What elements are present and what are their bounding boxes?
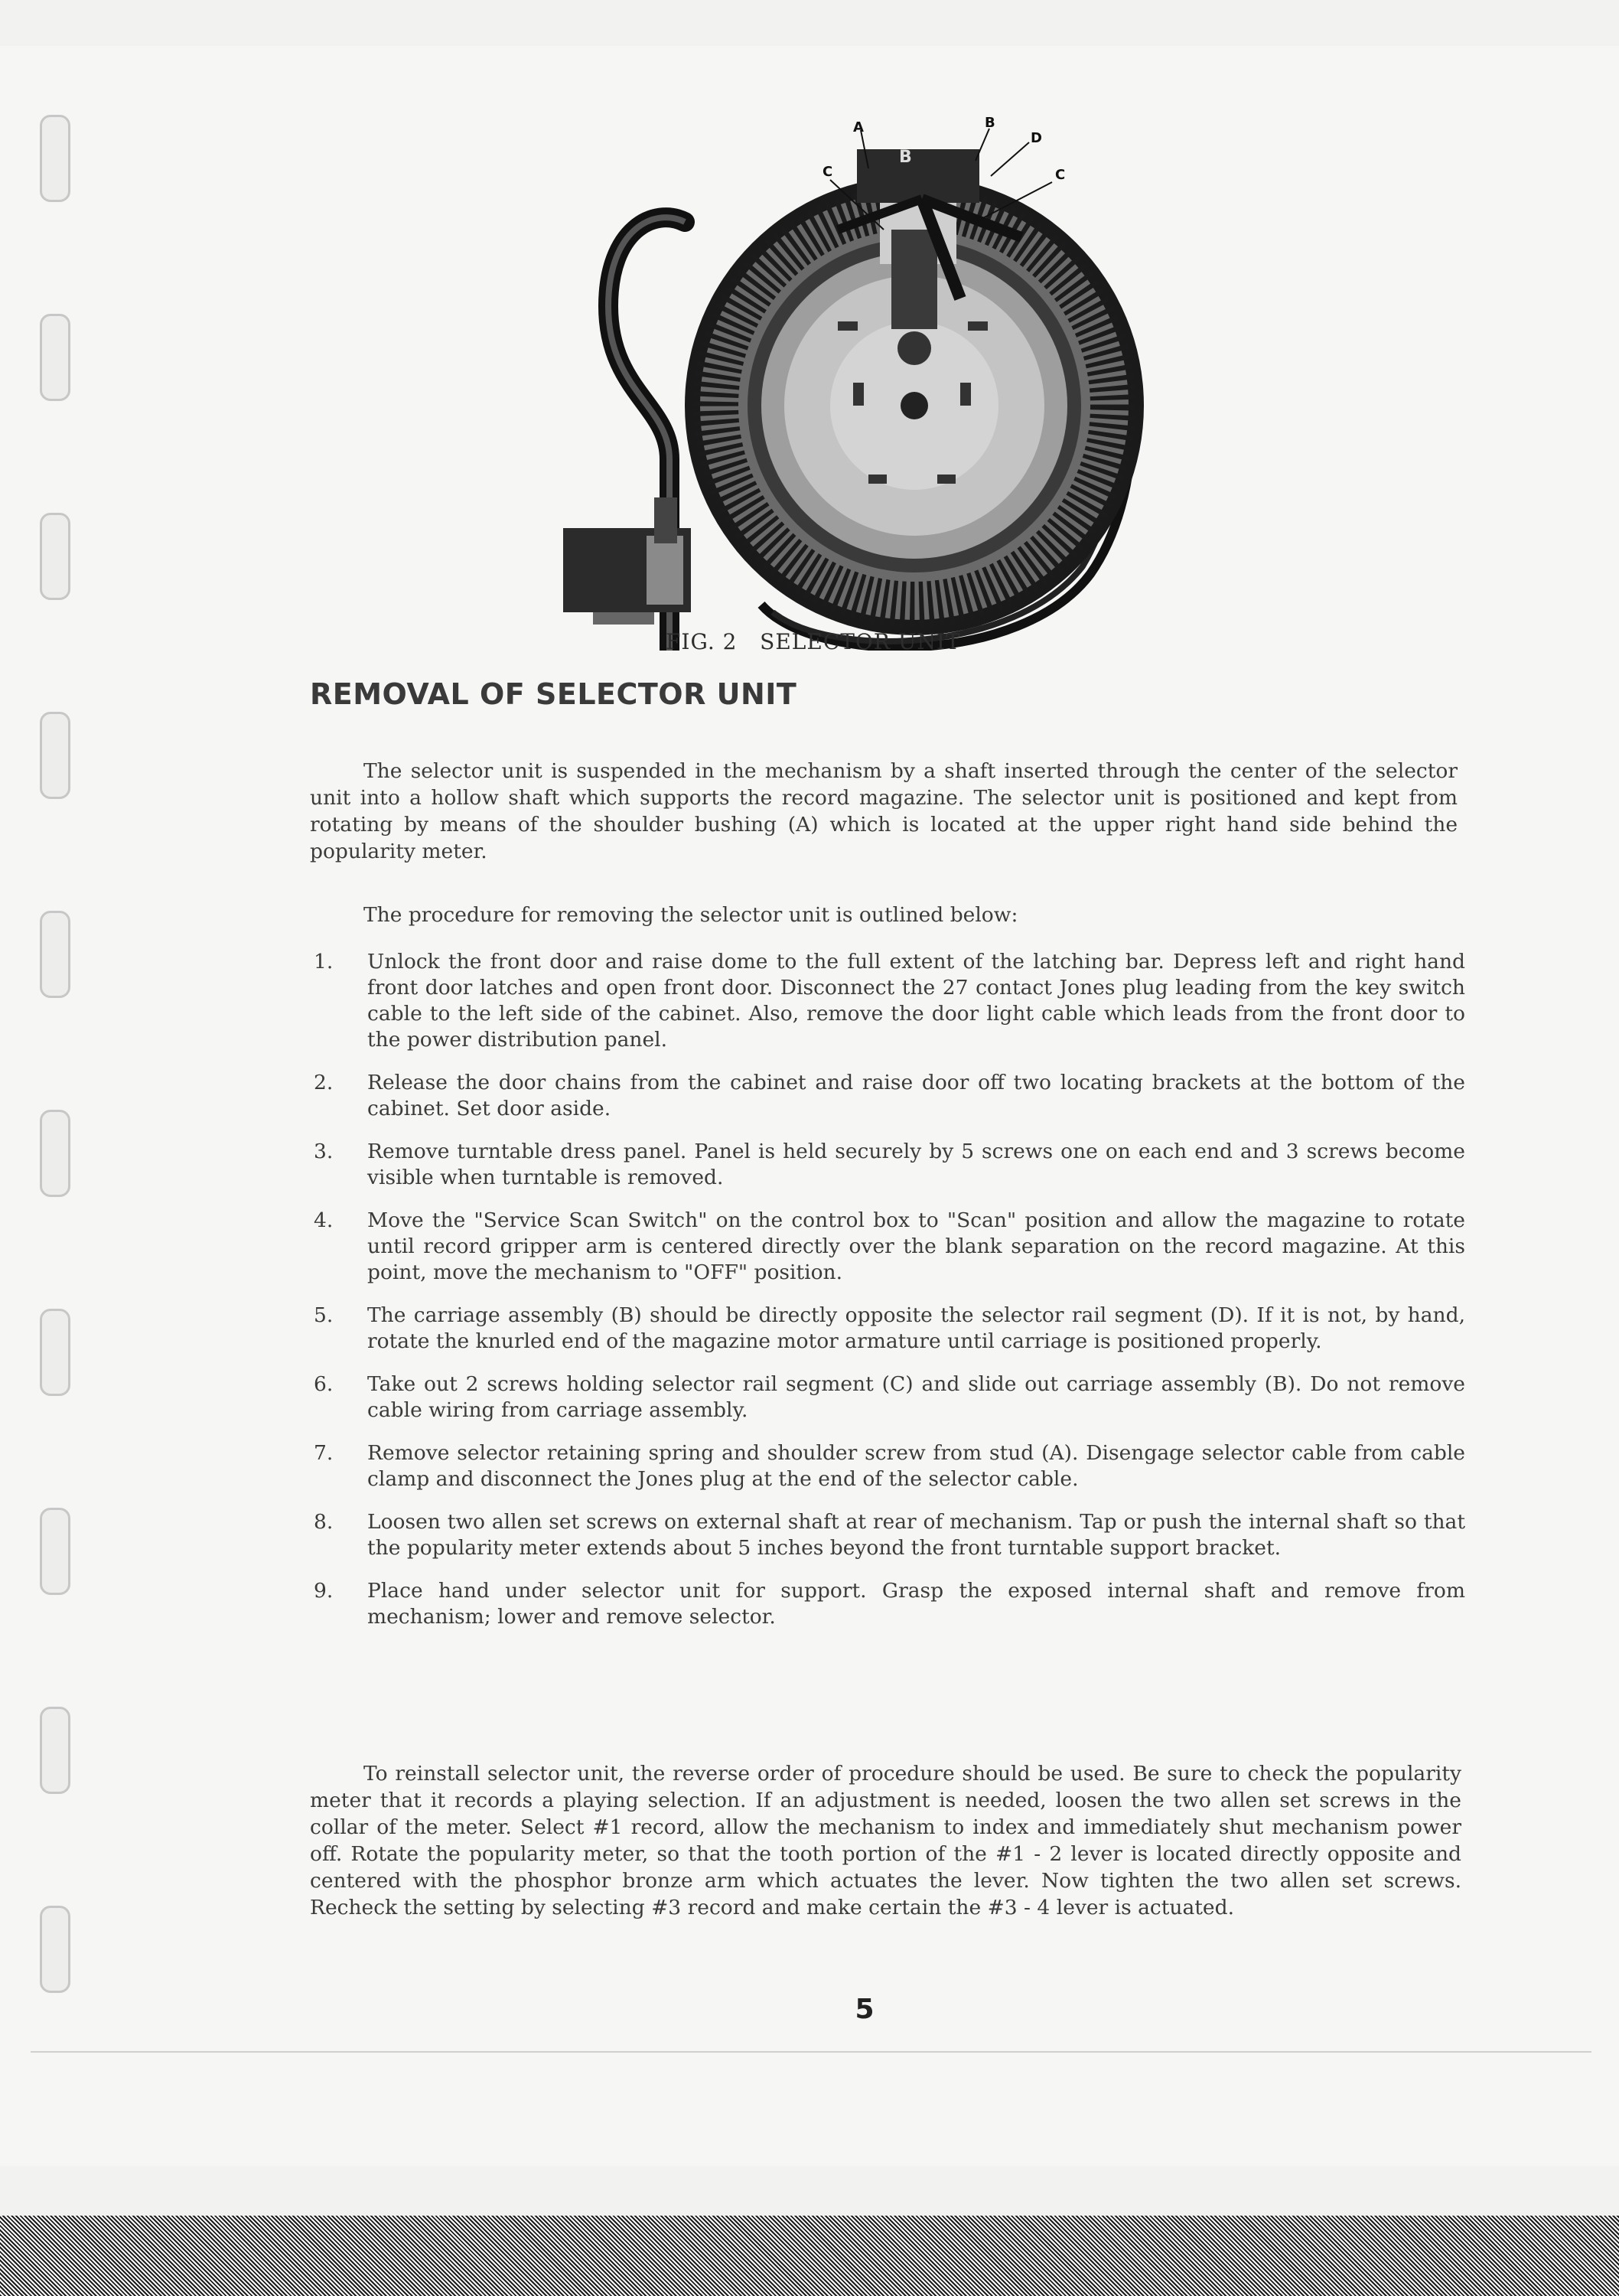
step-number: 4. xyxy=(314,1208,334,1232)
section-heading: REMOVAL OF SELECTOR UNIT xyxy=(310,677,797,711)
figure-label-a: A xyxy=(853,119,864,135)
binder-hole xyxy=(40,1309,70,1396)
procedure-step xyxy=(310,1578,1465,1630)
binder-hole xyxy=(40,115,70,202)
figure-label-d: D xyxy=(1031,130,1042,146)
binder-hole xyxy=(40,1508,70,1595)
step-text: Take out 2 screws holding selector rail segment (C) and slide out carriage assembly (B). Do not remove cable wiring from carriage assembly. xyxy=(367,1372,1465,1422)
step-text: Move the "Service Scan Switch" on the control box to "Scan" position and allow the magazine to rotate until record gripper arm is centered directly over the blank separation on the record magazine. At this point, move the mechanism to "OFF" position. xyxy=(367,1208,1465,1284)
procedure-steps xyxy=(310,949,1465,1630)
page-number: 5 xyxy=(855,1994,875,2025)
step-number: 6. xyxy=(314,1372,334,1396)
figure-plate-label: B xyxy=(899,148,912,167)
procedure-step xyxy=(310,949,1465,1053)
step-text: Loosen two allen set screws on external shaft at rear of mechanism. Tap or push the internal shaft so that the popularity meter extends about 5 inches beyond the front turntable support bracket. xyxy=(367,1510,1465,1560)
step-text: Release the door chains from the cabinet and raise door off two locating brackets at the bottom of the cabinet. Set door aside. xyxy=(367,1071,1465,1120)
jones-plug-icon xyxy=(563,497,691,625)
step-number: 2. xyxy=(314,1071,334,1094)
procedure-step xyxy=(310,1303,1465,1355)
step-number: 1. xyxy=(314,950,334,974)
step-number: 3. xyxy=(314,1140,334,1163)
binder-hole xyxy=(40,513,70,600)
scan-noise-band xyxy=(0,2216,1619,2296)
page-bottom-rule xyxy=(31,2051,1591,2053)
binder-hole xyxy=(40,314,70,401)
binder-hole xyxy=(40,911,70,998)
figure-label-b: B xyxy=(985,115,995,131)
step-text: Remove turntable dress panel. Panel is held securely by 5 screws one on each end and 3 screws become visible when turntable is removed. xyxy=(367,1140,1465,1189)
step-text: The carriage assembly (B) should be directly opposite the selector rail segment (D). If it is not, by hand, rotate the knurled end of the magazine motor armature until carriage is positioned properly. xyxy=(367,1303,1465,1353)
step-text: Remove selector retaining spring and shoulder screw from stud (A). Disengage selector cable from cable clamp and disconnect the Jones plug at the end of the selector cable. xyxy=(367,1441,1465,1491)
procedure-step xyxy=(310,1440,1465,1492)
procedure-step xyxy=(310,1208,1465,1286)
step-text: Unlock the front door and raise dome to the full extent of the latching bar. Depress left and right hand front door latches and open front door. Disconnect the 27 contact Jones plug leading from the key switch cable to the left side of the cabinet. Also, remove the door light cable which leads from the front door to the power distribution panel. xyxy=(367,950,1465,1052)
binder-hole xyxy=(40,1906,70,1993)
procedure-intro: The procedure for removing the selector unit is outlined below: xyxy=(363,903,1018,927)
step-number: 5. xyxy=(314,1303,334,1327)
step-number: 9. xyxy=(314,1579,334,1603)
procedure-step xyxy=(310,1371,1465,1424)
figure-label-c-left: C xyxy=(823,164,833,180)
intro-paragraph: The selector unit is suspended in the mechanism by a shaft inserted through the center of the selector unit into a hollow shaft which supports the record magazine. The selector unit is positioned and kept from rotating by means of the shoulder bushing (A) which is located at the upper right hand side behind the popularity meter. xyxy=(310,759,1458,863)
procedure-step xyxy=(310,1509,1465,1561)
binder-hole xyxy=(40,712,70,799)
figure-label-c-right: C xyxy=(1055,167,1066,183)
step-text: Place hand under selector unit for support. Grasp the exposed internal shaft and remove from mechanism; lower and remove selector. xyxy=(367,1579,1465,1629)
binder-hole xyxy=(40,1110,70,1197)
selector-unit-figure xyxy=(562,115,1159,651)
procedure-step xyxy=(310,1139,1465,1191)
figure-caption: FIG. 2 SELECTOR UNIT xyxy=(666,629,961,654)
procedure-step xyxy=(310,1070,1465,1122)
binder-hole xyxy=(40,1707,70,1794)
step-number: 7. xyxy=(314,1441,334,1465)
reinstall-paragraph: To reinstall selector unit, the reverse order of procedure should be used. Be sure to check the popularity meter that it records a playing selection. If an adjustment is needed, loosen the two allen set screws in the collar of the meter. Select #1 record, allow the mechanism to index and immediately shut mechanism power off. Rotate the popularity meter, so that the tooth portion of the #1 - 2 lever is located directly opposite and centered with the phosphor bronze arm which actuates the lever. Now tighten the two allen set screws. Recheck the setting by selecting #3 record and make certain the #3 - 4 lever is actuated. xyxy=(310,1762,1461,1919)
step-number: 8. xyxy=(314,1510,334,1534)
